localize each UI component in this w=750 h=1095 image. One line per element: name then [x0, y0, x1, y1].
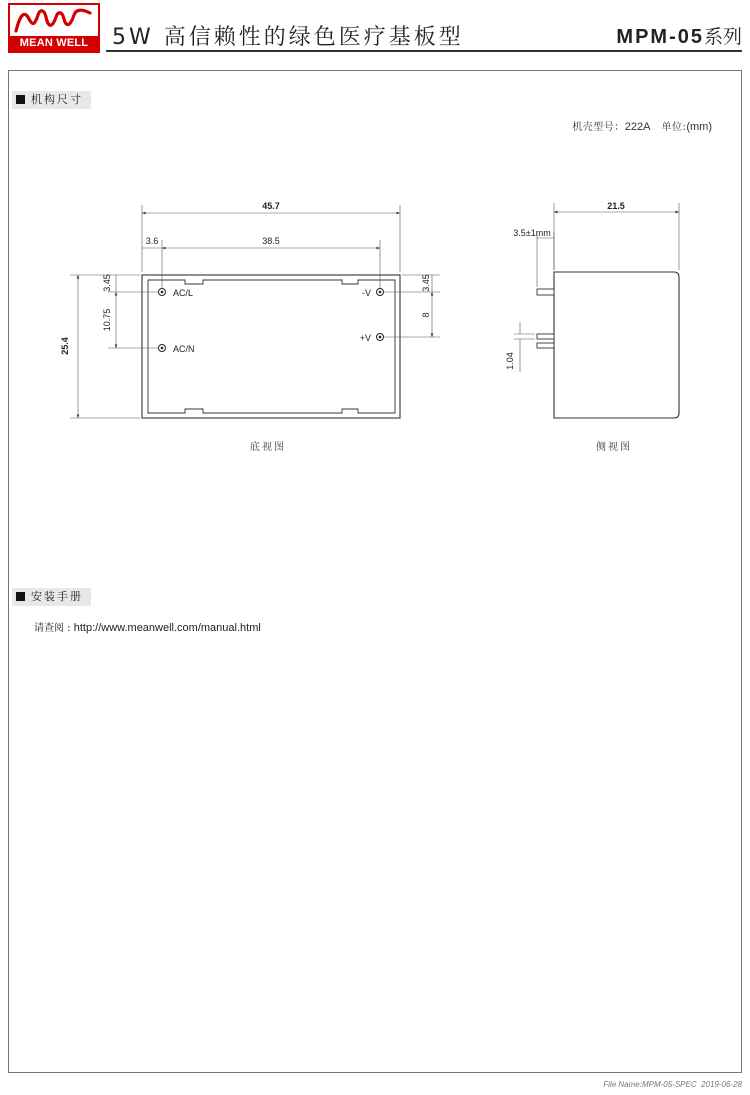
bottom-view-drawing [60, 201, 440, 418]
mechanical-drawing [0, 0, 750, 500]
logo-wordmark: MEAN WELL [10, 36, 98, 51]
dim-top-offset-right: 3.45 [421, 274, 431, 292]
pin-acn [159, 345, 166, 352]
footer-file-name: File Name:MPM-05-SPEC [603, 1080, 697, 1089]
unit-value: (mm) [686, 121, 712, 133]
side-pin-top [537, 289, 554, 295]
dim-left-offset: 3.6 [145, 236, 159, 246]
unit-label: 单位: [661, 122, 687, 133]
model-number: MPM-05 [616, 26, 704, 48]
footer [603, 1080, 742, 1089]
manual-label: 请查阅 : [34, 623, 74, 634]
dim-ac-spacing: 10.75 [102, 308, 112, 332]
model-suffix: 系列 [703, 26, 742, 48]
dim-width: 45.7 [262, 201, 280, 211]
section-heading-text: 机构尺寸 [31, 93, 83, 106]
pin-label-acl: AC/L [173, 288, 194, 298]
manual-link[interactable]: http://www.meanwell.com/manual.html [73, 622, 261, 634]
pin-vpos [377, 334, 384, 341]
dim-dc-spacing: 8 [421, 312, 431, 318]
pin-vneg [377, 289, 384, 296]
case-value: 222A [624, 121, 651, 133]
side-view-drawing [505, 201, 679, 418]
side-pin-middle [537, 334, 554, 339]
pin-label-vpos: +V [359, 333, 371, 343]
section-heading-text: 安装手册 [31, 590, 83, 603]
section-heading-installation [12, 588, 91, 606]
side-pin-bottom [537, 343, 554, 348]
side-view-caption: 侧视图 [596, 442, 632, 453]
dim-height: 25.4 [60, 337, 70, 355]
dim-pin-length: 3.5±1mm [513, 228, 551, 238]
dim-pin-pitch: 38.5 [262, 236, 280, 246]
square-bullet-icon [16, 592, 25, 601]
bottom-view-caption: 底视图 [250, 442, 286, 453]
pin-label-vneg: -V [362, 288, 371, 298]
dim-pin-dia: 1.04 [505, 352, 515, 370]
pin-label-acn: AC/N [173, 344, 195, 354]
manual-reference [34, 619, 261, 634]
footer-date: 2019-06-28 [701, 1080, 742, 1089]
dim-top-offset-left: 3.45 [102, 274, 112, 292]
case-label: 机壳型号： [572, 122, 625, 133]
pin-acl [159, 289, 166, 296]
page-title: 5W 高信赖性的绿色医疗基板型 [112, 25, 464, 50]
dim-depth: 21.5 [607, 201, 625, 211]
side-outline [554, 272, 679, 418]
